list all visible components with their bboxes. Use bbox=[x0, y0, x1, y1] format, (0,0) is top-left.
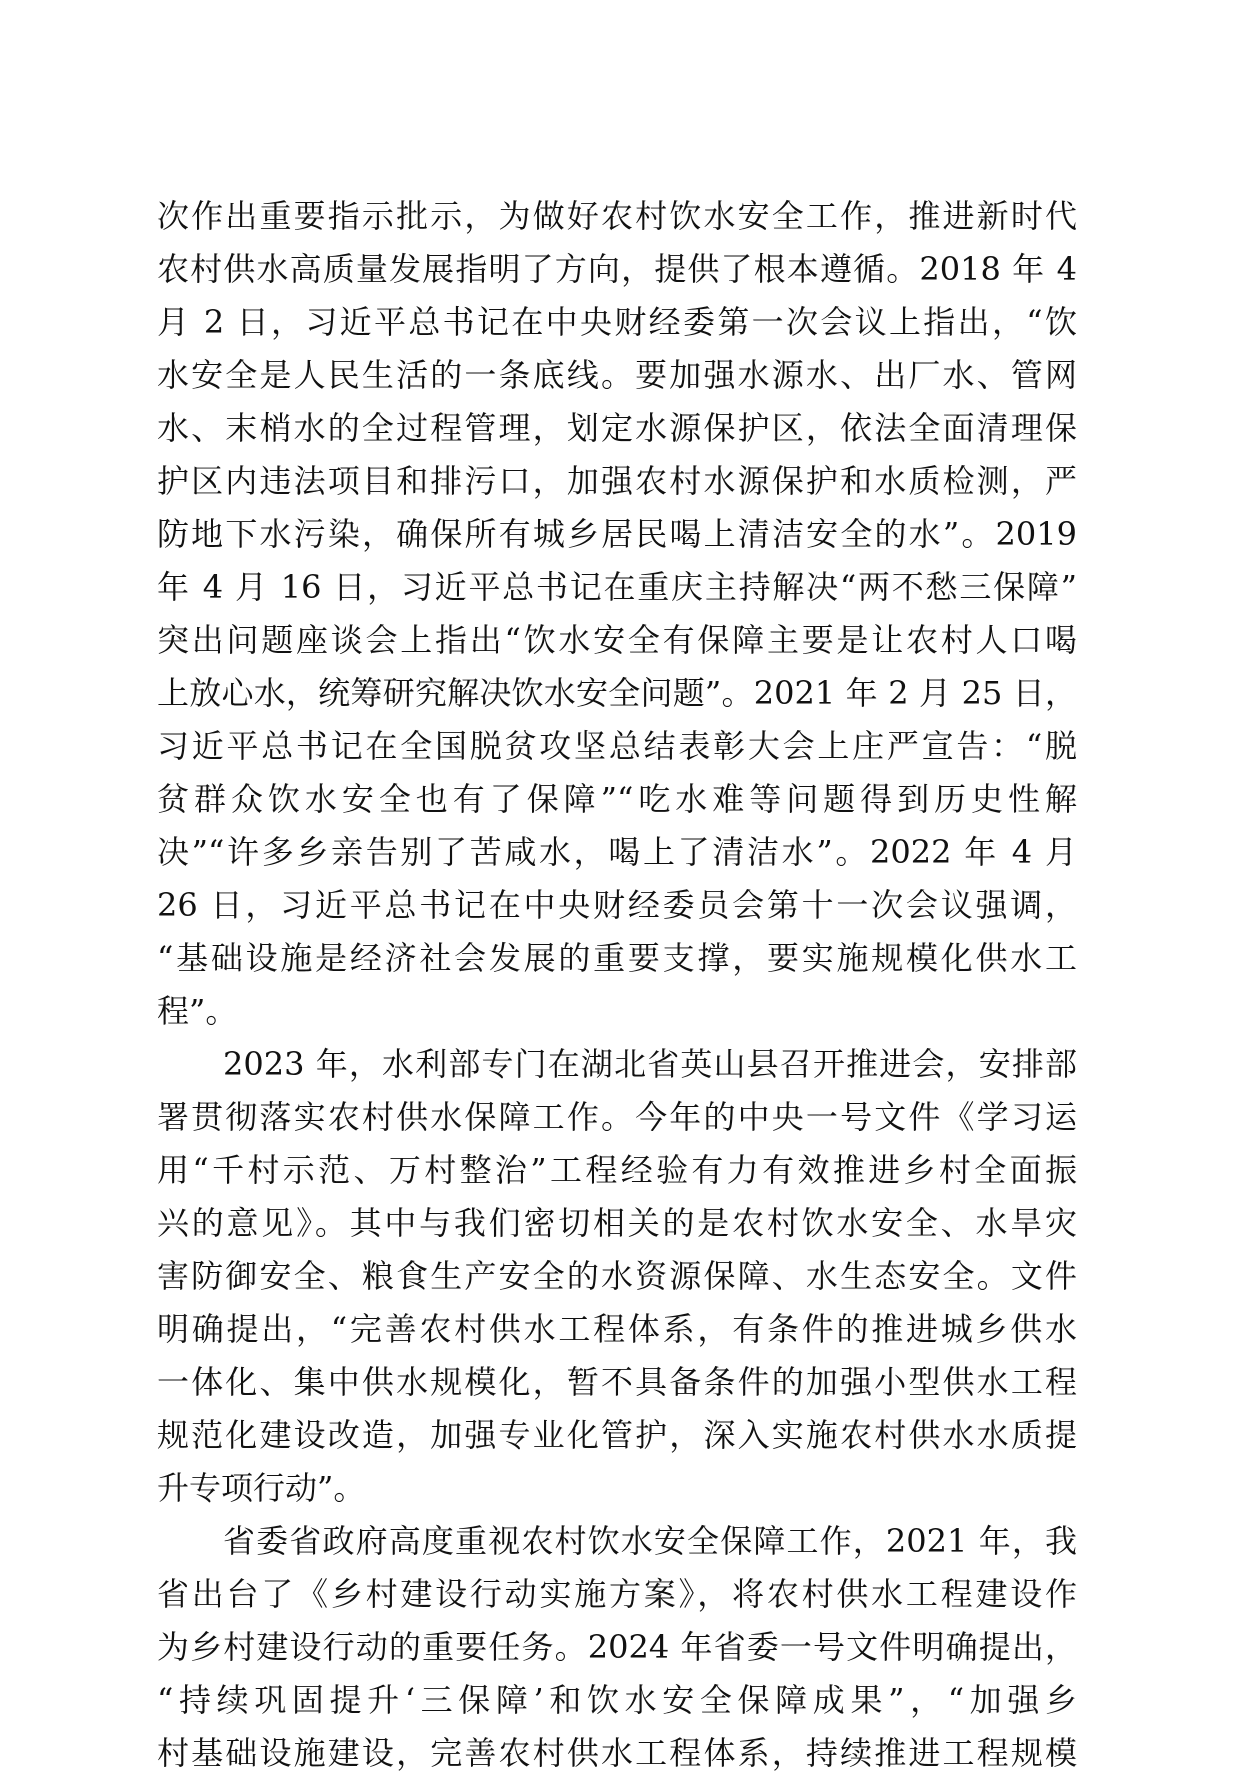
text-line: 省出台了《乡村建设行动实施方案》，将农村供水工程建设作 bbox=[157, 1575, 1077, 1613]
text-line: 害防御安全、粮食生产安全的水资源保障、水生态安全。文件 bbox=[157, 1257, 1077, 1295]
text-line: 水安全是人民生活的一条底线。要加强水源水、出厂水、管网 bbox=[157, 356, 1077, 394]
text-line: 程”。 bbox=[157, 992, 238, 1030]
text-line: 用“千村示范、万村整治”工程经验有力有效推进乡村全面振 bbox=[157, 1151, 1077, 1189]
text-line: 突出问题座谈会上指出“饮水安全有保障主要是让农村人口喝 bbox=[157, 621, 1077, 659]
text-line: “基础设施是经济社会发展的重要支撑，要实施规模化供水工 bbox=[157, 939, 1077, 977]
text-line: 村基础设施建设，完善农村供水工程体系，持续推进工程规模 bbox=[157, 1734, 1077, 1772]
text-line: 护区内违法项目和排污口，加强农村水源保护和水质检测，严 bbox=[157, 462, 1077, 500]
paragraph bbox=[157, 1038, 1077, 1515]
text-line: 习近平总书记在全国脱贫攻坚总结表彰大会上庄严宣告：“脱 bbox=[157, 727, 1077, 765]
text-line: 规范化建设改造，加强专业化管护，深入实施农村供水水质提 bbox=[157, 1416, 1077, 1454]
text-line: 年 4 月 16 日，习近平总书记在重庆主持解决“两不愁三保障” bbox=[157, 568, 1077, 606]
paragraph bbox=[157, 1515, 1077, 1780]
text-line: 月 2 日，习近平总书记在中央财经委第一次会议上指出，“饮 bbox=[157, 303, 1077, 341]
text-line: 明确提出，“完善农村供水工程体系，有条件的推进城乡供水 bbox=[157, 1310, 1077, 1348]
text-line: 一体化、集中供水规模化，暂不具备条件的加强小型供水工程 bbox=[157, 1363, 1077, 1401]
text-line: 省委省政府高度重视农村饮水安全保障工作，2021 年，我 bbox=[223, 1522, 1077, 1560]
text-line: 署贯彻落实农村供水保障工作。今年的中央一号文件《学习运 bbox=[157, 1098, 1077, 1136]
text-line: 26 日，习近平总书记在中央财经委员会第十一次会议强调， bbox=[157, 886, 1077, 924]
text-line: 为乡村建设行动的重要任务。2024 年省委一号文件明确提出， bbox=[157, 1628, 1077, 1666]
text-line: 贫群众饮水安全也有了保障”“吃水难等问题得到历史性解 bbox=[157, 780, 1077, 818]
body-text bbox=[157, 190, 1077, 1780]
text-line: 防地下水污染，确保所有城乡居民喝上清洁安全的水”。2019 bbox=[157, 515, 1077, 553]
text-line: 上放心水，统筹研究解决饮水安全问题”。2021 年 2 月 25 日， bbox=[157, 674, 1077, 712]
text-line: 次作出重要指示批示，为做好农村饮水安全工作，推进新时代 bbox=[157, 197, 1077, 235]
text-line: “持续巩固提升‘三保障’和饮水安全保障成果”，“加强乡 bbox=[157, 1681, 1077, 1719]
text-line: 决”“许多乡亲告别了苦咸水，喝上了清洁水”。2022 年 4 月 bbox=[157, 833, 1077, 871]
text-line: 农村供水高质量发展指明了方向，提供了根本遵循。2018 年 4 bbox=[157, 250, 1077, 288]
text-line: 兴的意见》。其中与我们密切相关的是农村饮水安全、水旱灾 bbox=[157, 1204, 1077, 1242]
text-line: 水、末梢水的全过程管理，划定水源保护区，依法全面清理保 bbox=[157, 409, 1077, 447]
paragraph bbox=[157, 190, 1077, 1038]
text-line: 升专项行动”。 bbox=[157, 1469, 366, 1507]
text-line: 2023 年，水利部专门在湖北省英山县召开推进会，安排部 bbox=[223, 1045, 1077, 1083]
